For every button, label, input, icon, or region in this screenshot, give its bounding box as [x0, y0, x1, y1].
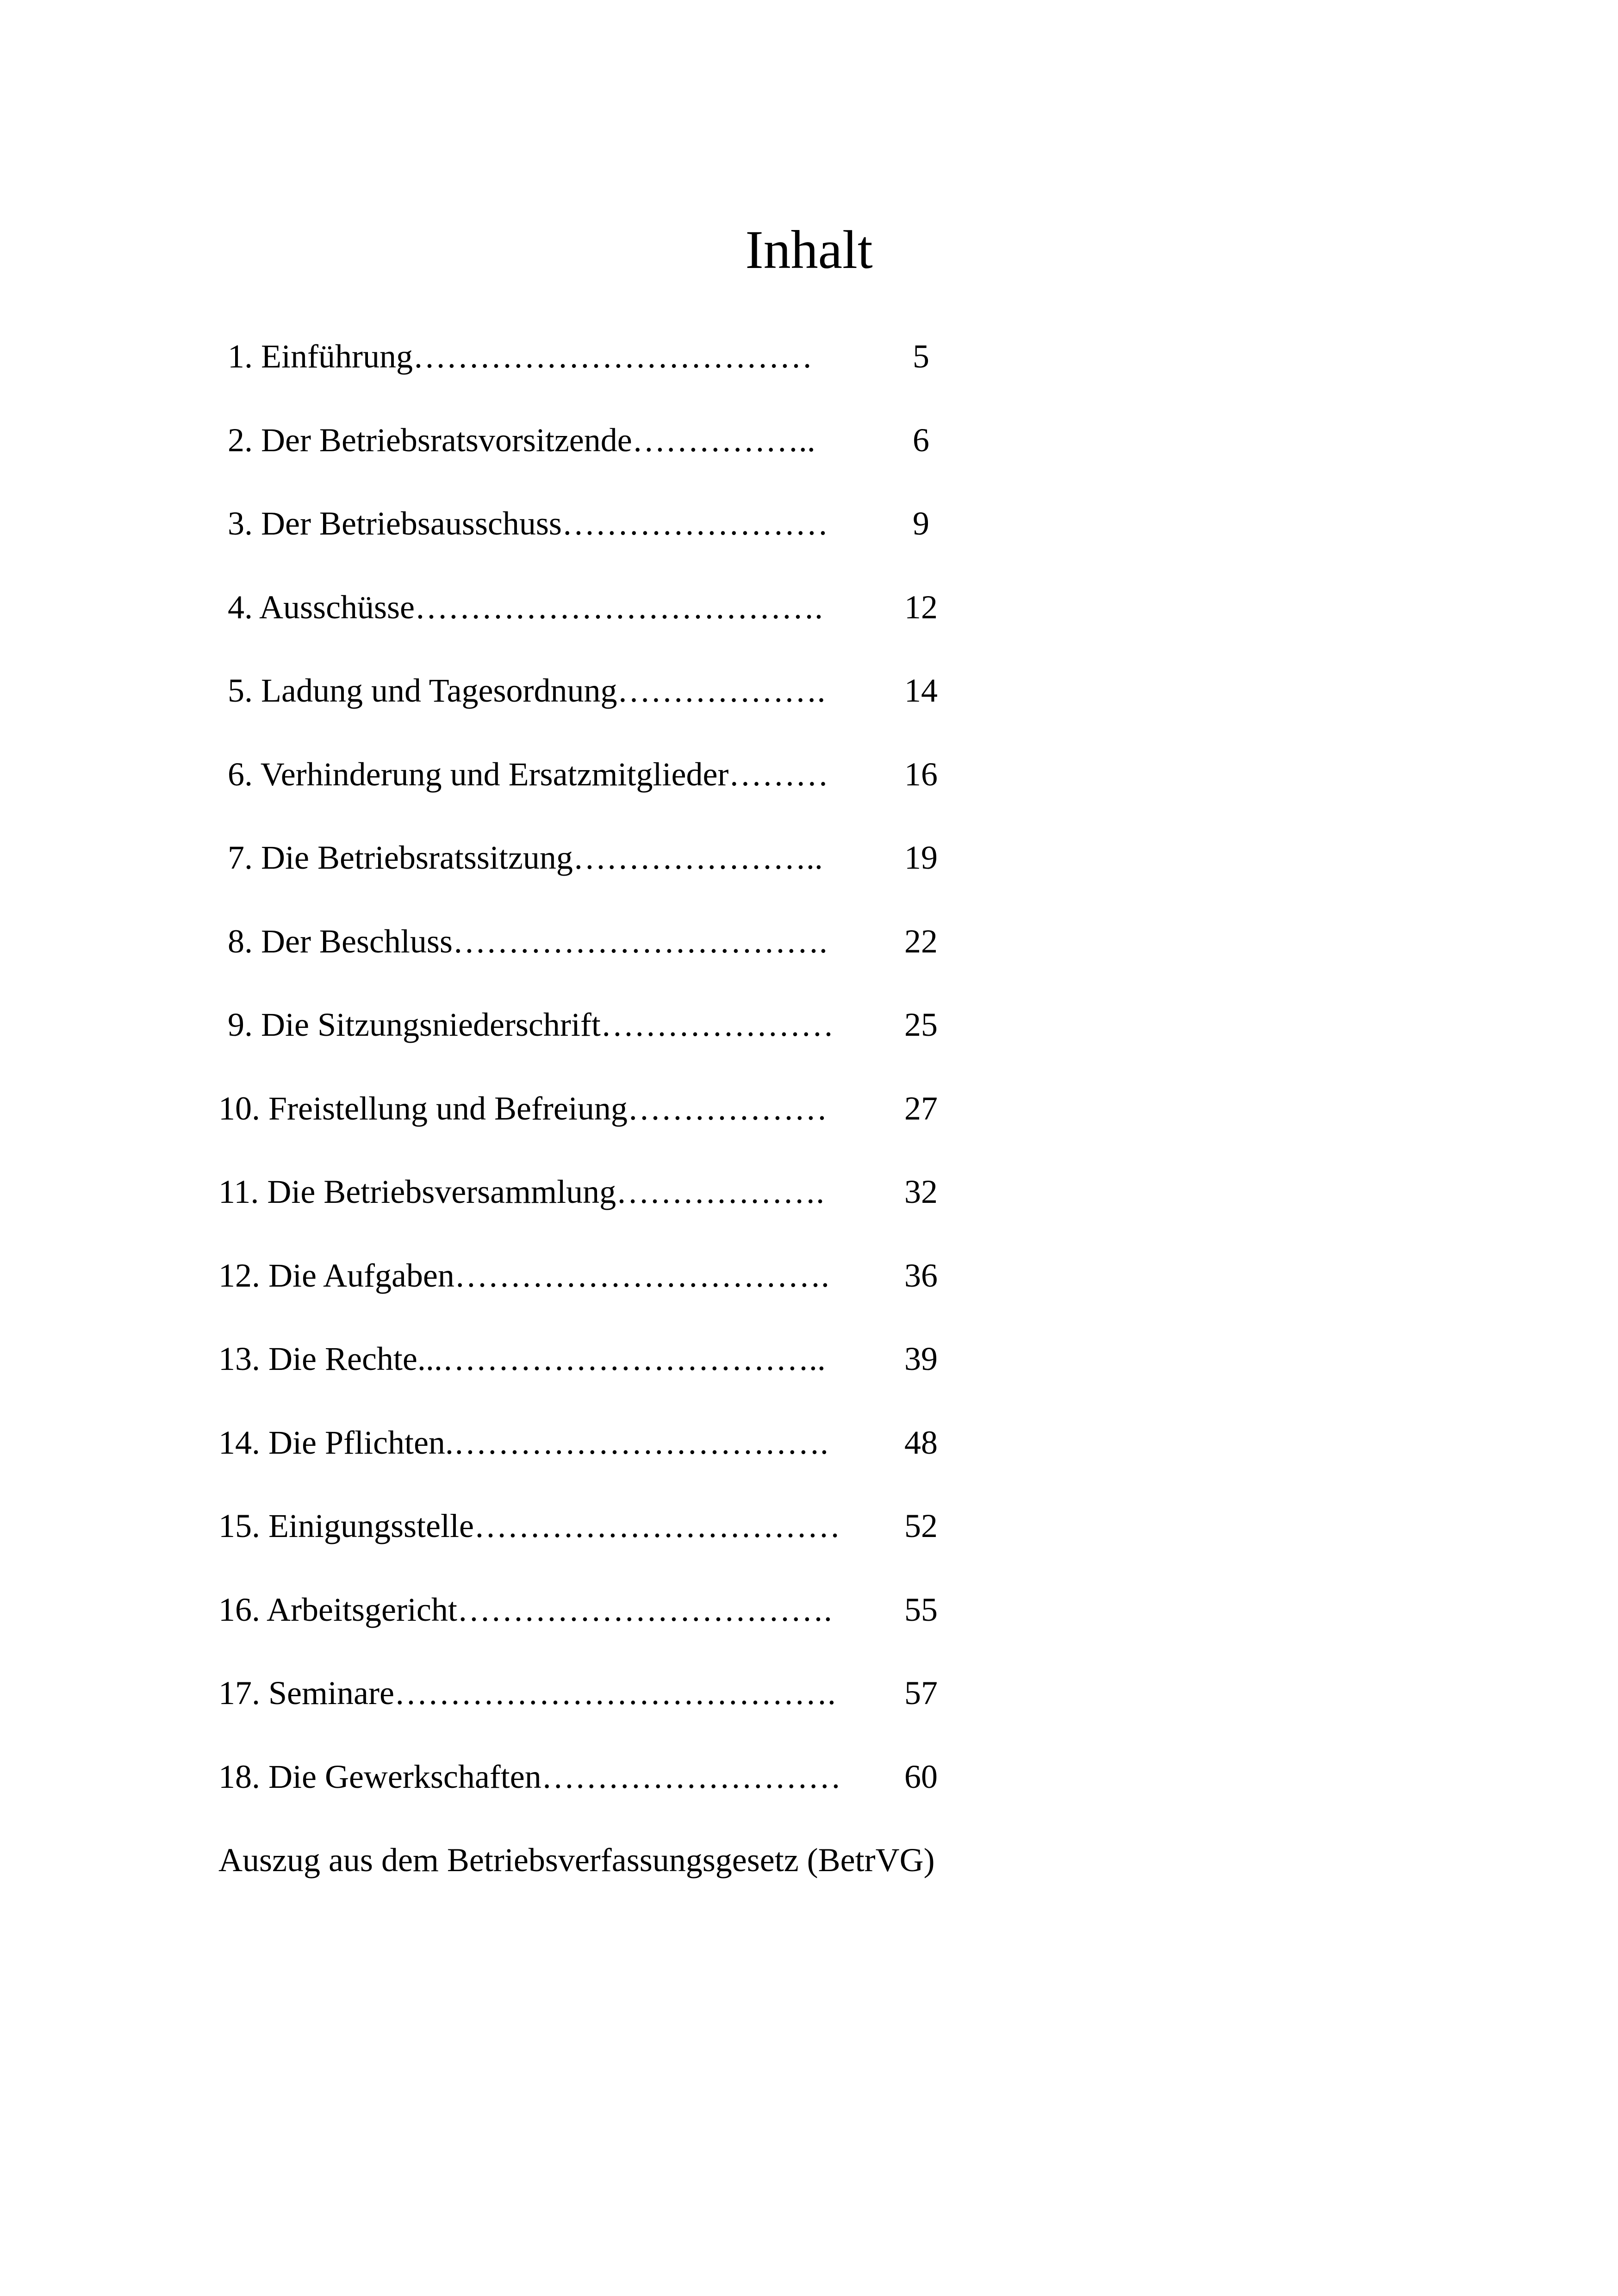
toc-entry-page-number: 16 [904, 756, 938, 793]
toc-entry[interactable] [0, 1670, 1618, 1716]
toc-entry[interactable] [0, 500, 1618, 547]
toc-entry-page-number: 52 [904, 1507, 938, 1544]
toc-entry-page-number: 57 [904, 1674, 938, 1711]
toc-entry[interactable] [0, 1169, 1618, 1215]
toc-entry[interactable] [0, 333, 1618, 380]
toc-entry-page-number: 25 [904, 1006, 938, 1043]
toc-entry-label: 11. Die Betriebsversammlung………………. [218, 1173, 825, 1210]
toc-entry-page-number: 22 [904, 923, 938, 960]
toc-entry-label: 1. Einführung……………………………… [228, 338, 813, 375]
toc-entry[interactable] [0, 1503, 1618, 1549]
toc-entry[interactable] [0, 1002, 1618, 1048]
toc-entry-page-number: 60 [904, 1758, 938, 1795]
toc-entry-page-number: 14 [904, 672, 938, 709]
toc-entry-label: 18. Die Gewerkschaften……………………… [218, 1758, 841, 1795]
toc-entry-label: 7. Die Betriebsratssitzung………………….. [228, 839, 823, 876]
toc-entry[interactable] [0, 1754, 1618, 1800]
toc-entry-label: 12. Die Aufgaben……………………………. [218, 1257, 829, 1294]
toc-entry[interactable] [0, 1419, 1618, 1466]
toc-title: Inhalt [745, 219, 873, 280]
toc-entry-page-number: 6 [913, 422, 929, 459]
toc-entry[interactable] [0, 1252, 1618, 1299]
toc-entry-label: 5. Ladung und Tagesordnung………………. [228, 672, 826, 709]
toc-entry[interactable] [0, 1587, 1618, 1633]
toc-entry[interactable] [0, 918, 1618, 964]
toc-entry-page-number: 19 [904, 839, 938, 876]
toc-entry-label: 15. Einigungsstelle…………………………… [218, 1507, 840, 1544]
toc-entry-label: 4. Ausschüsse………………………………. [228, 589, 823, 626]
toc-entry-label: 13. Die Rechte...…………………………….. [218, 1340, 826, 1377]
toc-entry-label: 10. Freistellung und Befreiung……………… [218, 1090, 828, 1127]
toc-entry-label: 3. Der Betriebsausschuss…………………… [228, 505, 828, 542]
toc-entry-label: 14. Die Pflichten.……………………………. [218, 1424, 828, 1461]
toc-entry-page-number: 48 [904, 1424, 938, 1461]
toc-entry[interactable] [0, 1085, 1618, 1132]
toc-entry-page-number: 27 [904, 1090, 938, 1127]
toc-entry[interactable] [0, 1336, 1618, 1382]
toc-entry-label: 16. Arbeitsgericht……………………………. [218, 1591, 832, 1628]
toc-entry-page-number: 32 [904, 1173, 938, 1210]
toc-entry-page-number: 55 [904, 1591, 938, 1628]
toc-entry-page-number: 5 [913, 338, 929, 375]
toc-entry-page-number: 9 [913, 505, 929, 542]
toc-entry-label: 8. Der Beschluss……………………………. [228, 923, 828, 960]
toc-entry-label: 9. Die Sitzungsniederschrift………………… [228, 1006, 834, 1043]
toc-entry-label: 2. Der Betriebsratsvorsitzende…………….. [228, 422, 815, 459]
toc-entry-page-number: 36 [904, 1257, 938, 1294]
toc-entry-page-number: 39 [904, 1340, 938, 1377]
toc-entry-label: 6. Verhinderung und Ersatzmitglieder……… [228, 756, 829, 793]
toc-entry[interactable] [0, 751, 1618, 797]
toc-entry-page-number: 12 [904, 589, 938, 626]
toc-entry-label: 17. Seminare…………………………………. [218, 1674, 836, 1711]
toc-entry[interactable] [0, 584, 1618, 630]
toc-entry[interactable] [0, 834, 1618, 881]
toc-entry[interactable] [0, 417, 1618, 463]
appendix-reference: Auszug aus dem Betriebsverfassungsgesetz (BetrVG) [218, 1842, 935, 1879]
toc-entry[interactable] [0, 667, 1618, 714]
